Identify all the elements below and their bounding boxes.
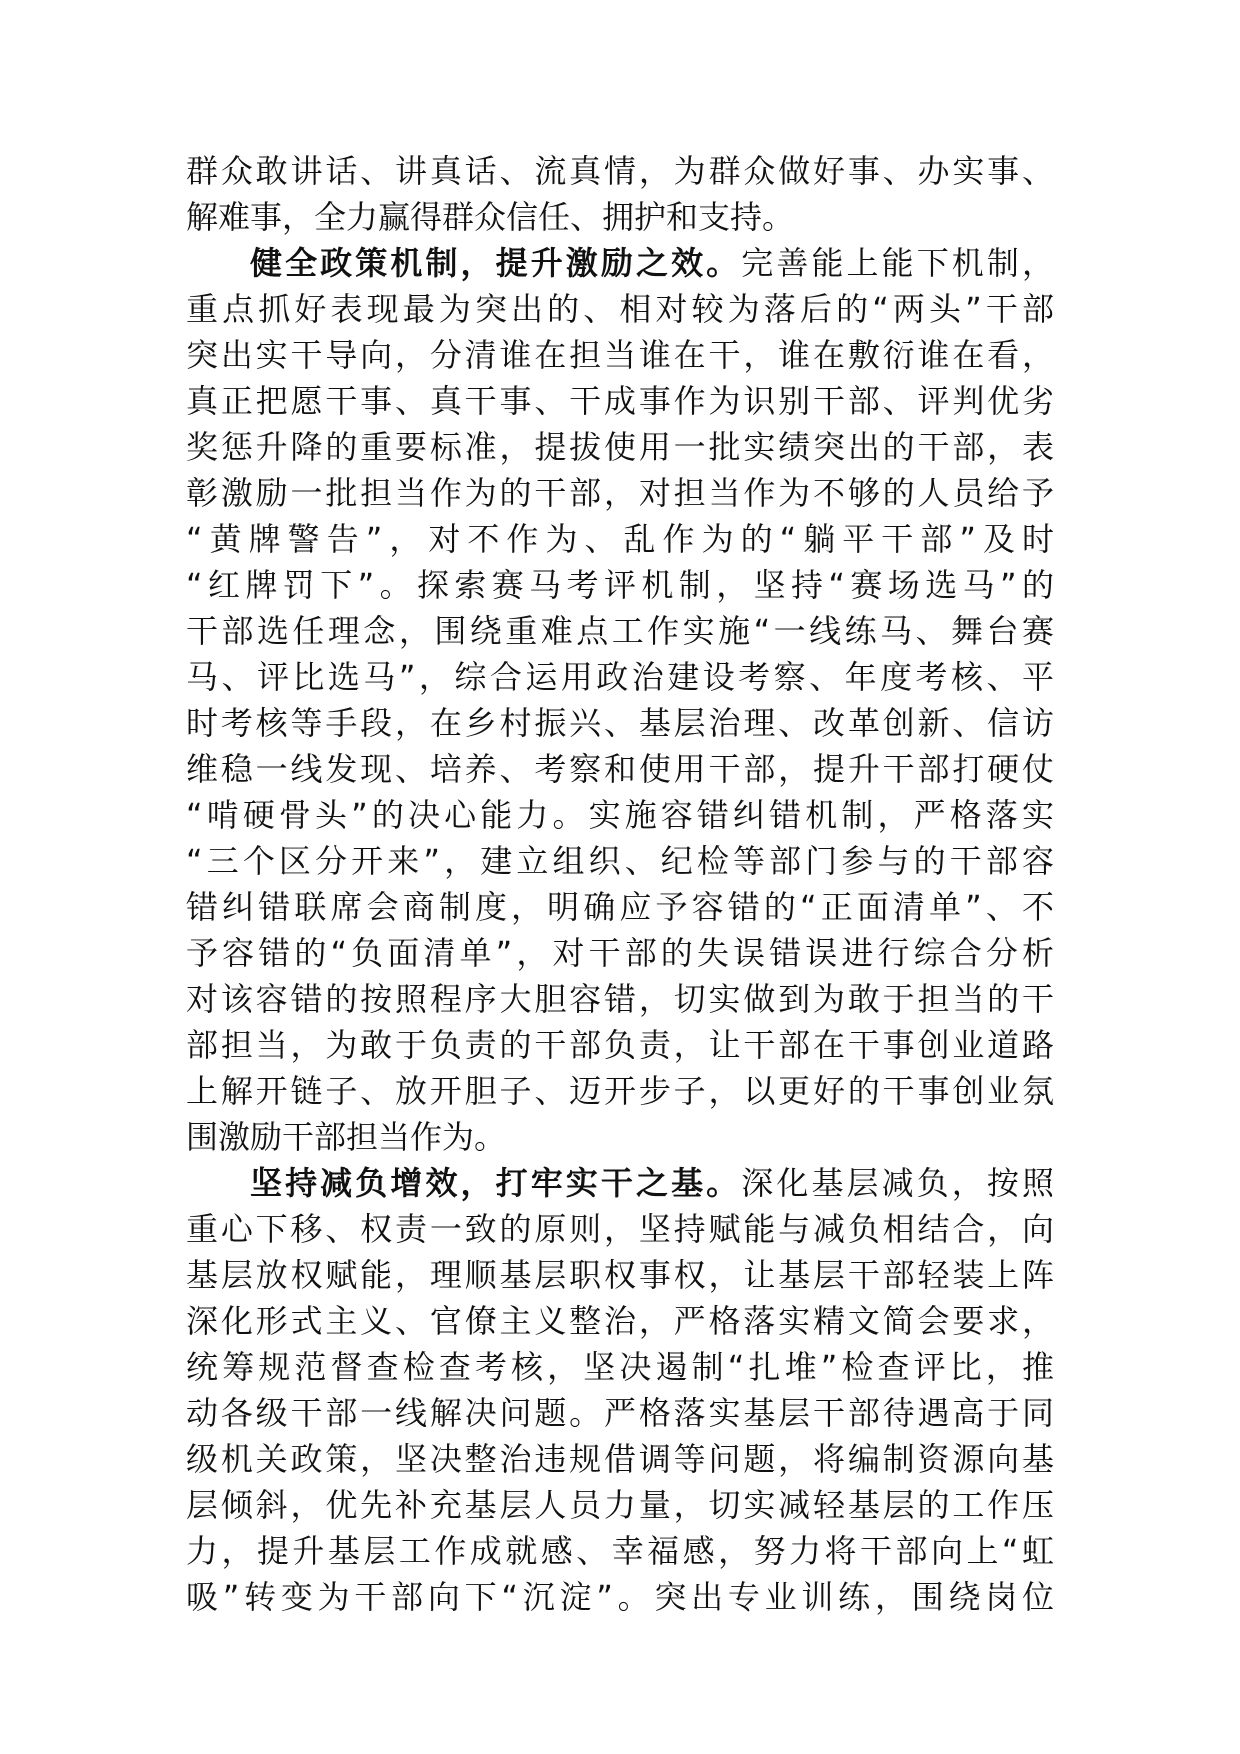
text-line: 重心下移、权责一致的原则，坚持赋能与减负相结合，向 bbox=[186, 1210, 1054, 1248]
paragraph-heading: 健全政策机制，提升激励之效。 bbox=[250, 244, 742, 282]
text-line: 层倾斜，优先补充基层人员力量，切实减轻基层的工作压 bbox=[186, 1486, 1054, 1524]
paragraph-2 bbox=[186, 240, 1054, 1160]
text-line: 群众敢讲话、讲真话、流真情，为群众做好事、办实事、 bbox=[186, 152, 1054, 190]
text-line: 围激励干部担当作为。 bbox=[186, 1118, 507, 1156]
text-line bbox=[186, 1160, 1054, 1206]
text-line: 力，提升基层工作成就感、幸福感，努力将干部向上“虹 bbox=[186, 1532, 1054, 1570]
text-line: “黄牌警告”，对不作为、乱作为的“躺平干部”及时 bbox=[186, 520, 1054, 558]
text-line: 基层放权赋能，理顺基层职权事权，让基层干部轻装上阵 bbox=[186, 1256, 1054, 1294]
text-run: 完善能上能下机制， bbox=[741, 244, 1054, 282]
text-line: 吸”转变为干部向下“沉淀”。突出专业训练，围绕岗位 bbox=[186, 1578, 1054, 1616]
text-line: 级机关政策，坚决整治违规借调等问题，将编制资源向基 bbox=[186, 1440, 1054, 1478]
text-line: 真正把愿干事、真干事、干成事作为识别干部、评判优劣 bbox=[186, 382, 1054, 420]
text-line: 动各级干部一线解决问题。严格落实基层干部待遇高于同 bbox=[186, 1394, 1054, 1432]
text-line: 马、评比选马”，综合运用政治建设考察、年度考核、平 bbox=[186, 658, 1054, 696]
text-line: 维稳一线发现、培养、考察和使用干部，提升干部打硬仗 bbox=[186, 750, 1054, 788]
text-line: 奖惩升降的重要标准，提拔使用一批实绩突出的干部，表 bbox=[186, 428, 1054, 466]
text-line: 错纠错联席会商制度，明确应予容错的“正面清单”、不 bbox=[186, 888, 1054, 926]
text-line: 对该容错的按照程序大胆容错，切实做到为敢于担当的干 bbox=[186, 980, 1054, 1018]
text-line: 统筹规范督查检查考核，坚决遏制“扎堆”检查评比，推 bbox=[186, 1348, 1054, 1386]
text-line: 重点抓好表现最为突出的、相对较为落后的“两头”干部 bbox=[186, 290, 1054, 328]
text-line: “红牌罚下”。探索赛马考评机制，坚持“赛场选马”的 bbox=[186, 566, 1054, 604]
text-line: “三个区分开来”，建立组织、纪检等部门参与的干部容 bbox=[186, 842, 1054, 880]
text-line bbox=[186, 240, 1054, 286]
text-line: 部担当，为敢于负责的干部负责，让干部在干事创业道路 bbox=[186, 1026, 1054, 1064]
text-line: “啃硬骨头”的决心能力。实施容错纠错机制，严格落实 bbox=[186, 796, 1054, 834]
document-body bbox=[186, 148, 1054, 1620]
text-line: 时考核等手段，在乡村振兴、基层治理、改革创新、信访 bbox=[186, 704, 1054, 742]
paragraph-1 bbox=[186, 148, 1054, 240]
paragraph-heading: 坚持减负增效，打牢实干之基。 bbox=[250, 1164, 742, 1202]
text-line: 干部选任理念，围绕重难点工作实施“一线练马、舞台赛 bbox=[186, 612, 1054, 650]
text-line: 解难事，全力赢得群众信任、拥护和支持。 bbox=[186, 198, 795, 236]
text-line: 彰激励一批担当作为的干部，对担当作为不够的人员给予 bbox=[186, 474, 1054, 512]
text-run: 深化基层减负，按照 bbox=[741, 1164, 1054, 1202]
text-line: 突出实干导向，分清谁在担当谁在干，谁在敷衍谁在看， bbox=[186, 336, 1054, 374]
paragraph-3 bbox=[186, 1160, 1054, 1620]
text-line: 上解开链子、放开胆子、迈开步子，以更好的干事创业氛 bbox=[186, 1072, 1054, 1110]
text-line: 深化形式主义、官僚主义整治，严格落实精文简会要求， bbox=[186, 1302, 1054, 1340]
text-line: 予容错的“负面清单”，对干部的失误错误进行综合分析 bbox=[186, 934, 1054, 972]
